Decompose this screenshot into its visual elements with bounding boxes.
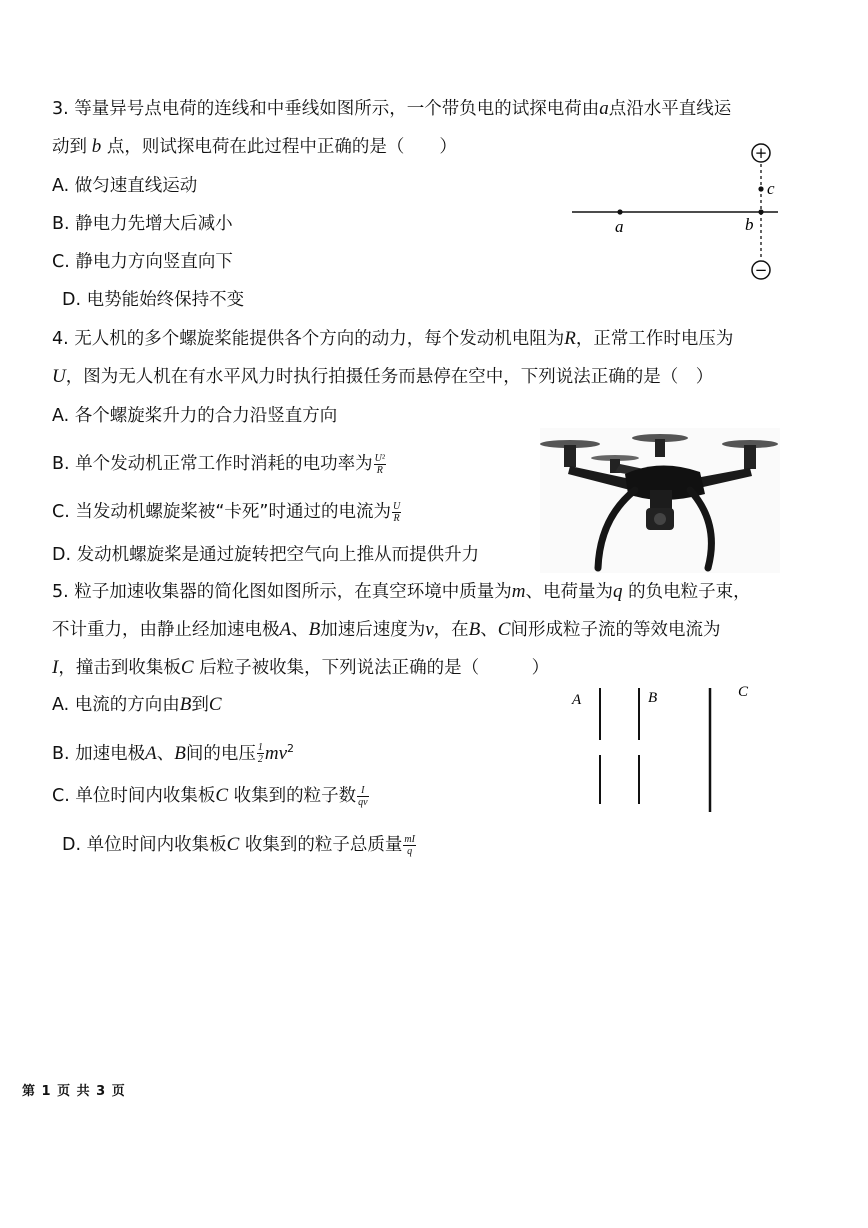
page-footer: 第 1 页 共 3 页 xyxy=(22,1084,126,1099)
q4-option-d: D. 发动机螺旋桨是通过旋转把空气向上推从而提供升力 xyxy=(52,545,480,565)
q3-label-c: c xyxy=(767,179,775,198)
q5-electrode-figure xyxy=(560,680,770,820)
q3-point-c xyxy=(758,186,763,191)
q3-option-d: D. 电势能始终保持不变 xyxy=(62,290,245,310)
q5-stem-line3: I，撞击到收集板C 后粒子被收集，下列说法正确的是（ ） xyxy=(52,657,550,678)
q4-option-b: B. 单个发动机正常工作时消耗的电功率为 $\frac{\text{U²}}{R}$ xyxy=(52,452,385,476)
q3-option-a: A. 做匀速直线运动 xyxy=(52,176,198,196)
q3-stem-line1: 3. 等量异号点电荷的连线和中垂线如图所示，一个带负电的试探电荷由a点沿水平直线运 xyxy=(52,98,732,119)
q5-mass-fraction: $\frac{mI}{q}$ xyxy=(404,833,415,857)
q5-half-fraction: $\frac{1}{2}$ xyxy=(257,742,263,766)
q5-label-A: A xyxy=(572,692,582,708)
q3-option-b: B. 静电力先增大后减小 xyxy=(52,214,233,234)
q5-label-C: C xyxy=(738,684,749,700)
q3-minus-sign: − xyxy=(754,261,768,279)
q5-option-b: B. 加速电极A、B间的电压 $\frac{1}{2}$ $mv^2$ xyxy=(52,742,295,766)
q4-stem-line2: U，图为无人机在有水平风力时执行拍摄任务而悬停在空中，下列说法正确的是（ ） xyxy=(52,366,714,387)
q5-stem-line2: 不计重力，由静止经加速电极A、B加速后速度为v，在B、C间形成粒子流的等效电流为 xyxy=(52,619,721,640)
q4-stem-line1: 4. 无人机的多个螺旋桨能提供各个方向的动力，每个发动机电阻为R，正常工作时电压为 xyxy=(52,328,734,349)
q5-label-B: B xyxy=(648,690,658,706)
q5-option-d: D. 单位时间内收集板C 收集到的粒子总质量 $\frac{mI}{q}$ xyxy=(62,833,415,857)
q5-stem-line1: 5. 粒子加速收集器的简化图如图所示，在真空环境中质量为m、电荷量为q 的负电粒子束， xyxy=(52,581,751,602)
q3-label-b: b xyxy=(745,215,754,234)
q4-power-fraction: $\frac{\text{U²}}{R}$ xyxy=(374,452,385,476)
q3-charge-figure xyxy=(565,140,795,290)
q5-option-c: C. 单位时间内收集板C 收集到的粒子数 $\frac{I}{qv}$ xyxy=(52,784,368,808)
q3-option-c: C. 静电力方向竖直向下 xyxy=(52,252,233,272)
q3-stem-line2: 动到 b 点，则试探电荷在此过程中正确的是（ ） xyxy=(52,136,457,157)
q4-drone-photo xyxy=(540,428,780,573)
q3-plus-sign: + xyxy=(754,144,768,162)
q4-option-a: A. 各个螺旋桨升力的合力沿竖直方向 xyxy=(52,406,338,426)
q3-label-a: a xyxy=(615,217,624,236)
q4-option-c: C. 当发动机螺旋桨被“卡死”时通过的电流为 $\frac{U}{R}$ xyxy=(52,500,401,524)
q3-point-a xyxy=(617,209,622,214)
q4-current-fraction: $\frac{U}{R}$ xyxy=(392,500,401,524)
q3-point-b xyxy=(758,209,763,214)
q5-count-fraction: $\frac{I}{qv}$ xyxy=(358,784,368,808)
q5-option-a: A. 电流的方向由B到C xyxy=(52,694,222,715)
